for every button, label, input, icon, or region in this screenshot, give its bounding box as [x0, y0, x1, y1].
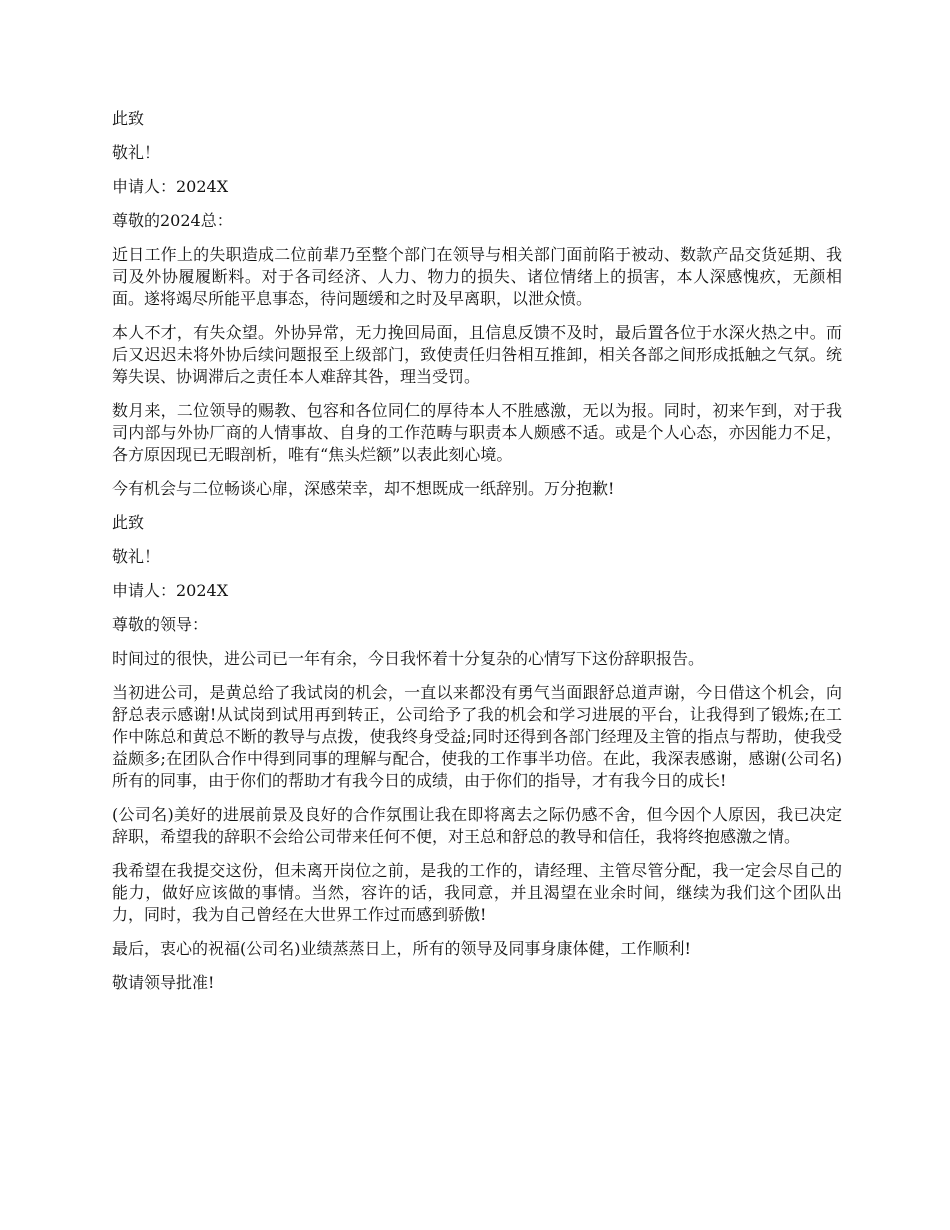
salutation-line: 敬礼！ — [112, 547, 161, 566]
salutation-line: 敬礼！ — [112, 143, 161, 162]
request-line: 敬请领导批准! — [112, 973, 215, 992]
greeting-line: 尊敬的领导： — [112, 615, 209, 634]
body-paragraph: 数月来，二位领导的赐教、包容和各位同仁的厚待本人不胜感激，无以为报。同时，初来乍到，对于我司内部与外协厂商的人情事故、自身的工作范畴与职责本人颇感不适。或是个人心态，亦因能力不足，各方原因现已无暇剖析，唯有“焦头烂额”以表此刻心境。 — [112, 401, 842, 464]
document-body — [112, 108, 842, 1006]
closing-line: 此致 — [112, 513, 145, 532]
applicant-line: 申请人：2024X — [112, 177, 229, 196]
body-paragraph: 我希望在我提交这份，但未离开岗位之前，是我的工作的，请经理、主管尽管分配，我一定会尽自己的能力，做好应该做的事情。当然，容许的话，我同意，并且渴望在业余时间，继续为我们这个团队出力，同时，我为自己曾经在大世界工作过而感到骄傲! — [112, 861, 842, 924]
applicant-line: 申请人：2024X — [112, 581, 229, 600]
greeting-line: 尊敬的2024总： — [112, 211, 233, 230]
body-paragraph: (公司名)美好的进展前景及良好的合作氛围让我在即将离去之际仍感不舍，但今因个人原因，我已决定辞职，希望我的辞职不会给公司带来任何不便，对王总和舒总的教导和信任，我将终抱感激之情。 — [112, 805, 842, 846]
body-paragraph: 本人不才，有失众望。外协异常，无力挽回局面，且信息反馈不及时，最后置各位于水深火热之中。而后又迟迟未将外协后续问题报至上级部门，致使责任归咎相互推卸，相关各部之间形成抵触之气氛。统筹失误、协调滞后之责任本人难辞其咎，理当受罚。 — [112, 323, 842, 386]
body-paragraph: 时间过的很快，进公司已一年有余，今日我怀着十分复杂的心情写下这份辞职报告。 — [112, 649, 705, 668]
body-paragraph: 当初进公司，是黄总给了我试岗的机会，一直以来都没有勇气当面跟舒总道声谢，今日借这个机会，向舒总表示感谢!从试岗到试用再到转正，公司给予了我的机会和学习进展的平台，让我得到了锻炼;在工作中陈总和黄总不断的教导与点拨，使我终身受益;同时还得到各部门经理及主管的指点与帮助，使我受益颇多;在团队合作中得到同事的理解与配合，使我的工作事半功倍。在此，我深表感谢，感谢(公司名)所有的同事，由于你们的帮助才有我今日的成绩，由于你们的指导，才有我今日的成长! — [112, 683, 842, 790]
body-paragraph: 最后，衷心的祝福(公司名)业绩蒸蒸日上，所有的领导及同事身康体健，工作顺利! — [112, 939, 691, 958]
body-paragraph: 近日工作上的失职造成二位前辈乃至整个部门在领导与相关部门面前陷于被动、数款产品交货延期、我司及外协履履断料。对于各司经济、人力、物力的损失、诸位情绪上的损害，本人深感愧疚，无颜相面。遂将竭尽所能平息事态，待问题缓和之时及早离职，以泄众愤。 — [112, 245, 842, 308]
closing-line: 此致 — [112, 109, 145, 128]
body-paragraph: 今有机会与二位畅谈心扉，深感荣幸，却不想既成一纸辞别。万分抱歉! — [112, 479, 615, 498]
